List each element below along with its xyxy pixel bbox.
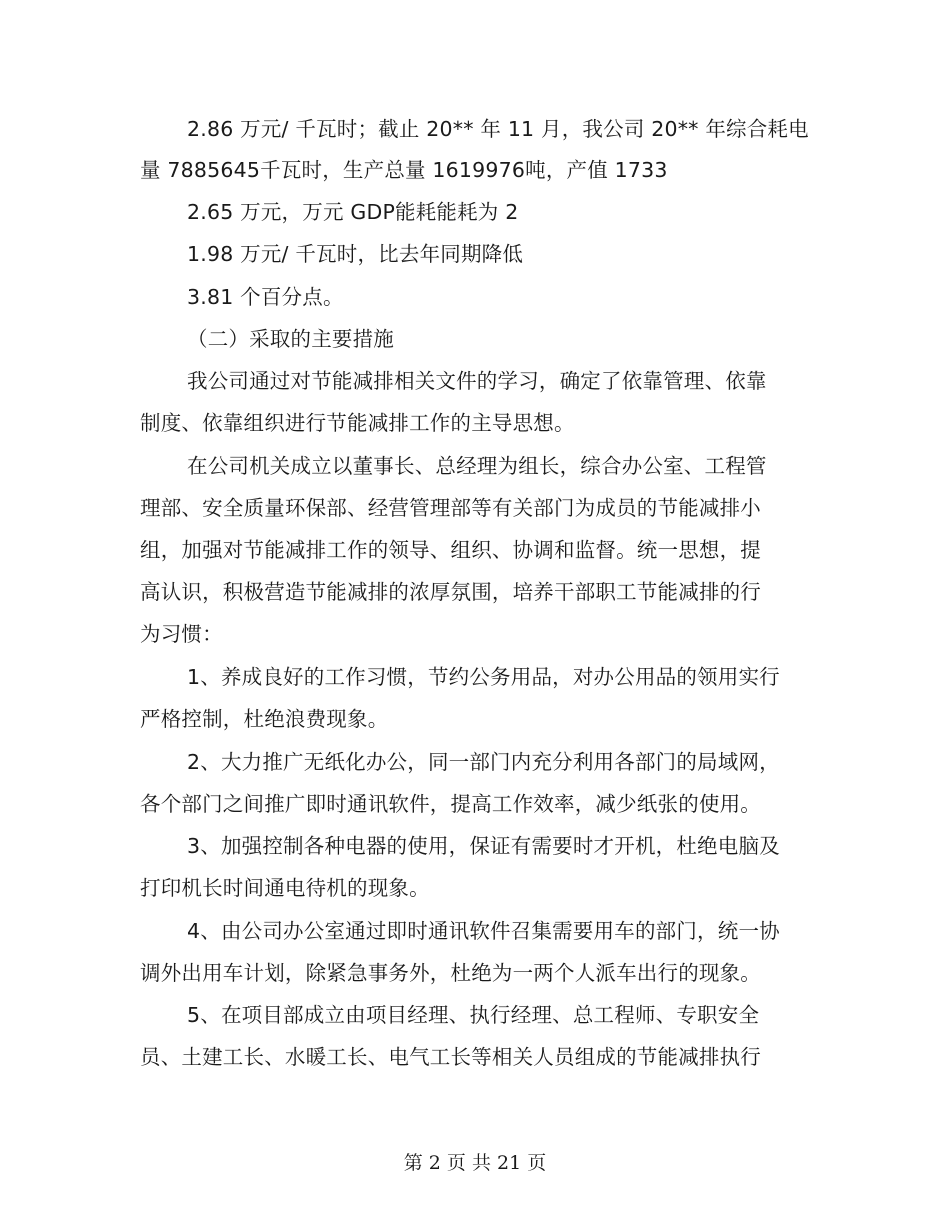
- text-line: 高认识，积极营造节能减排的浓厚氛围，培养干部职工节能减排的行: [140, 580, 761, 604]
- text-line: 1.98 万元/ 千瓦时，比去年同期降低: [187, 242, 524, 266]
- list-item-1-line: 1、养成良好的工作习惯，节约公务用品，对办公用品的领用实行: [187, 665, 780, 689]
- text-line: 为习惯：: [140, 622, 223, 646]
- text-line: 量 7885645千瓦时，生产总量 1619976吨，产值 1733: [140, 158, 668, 182]
- list-item-4-line: 4、由公司办公室通过即时通讯软件召集需要用车的部门，统一协: [187, 919, 780, 943]
- text-line: 各个部门之间推广即时通讯软件，提高工作效率，减少纸张的使用。: [140, 792, 761, 816]
- text-line: 在公司机关成立以董事长、总经理为组长，综合办公室、工程管: [187, 454, 767, 478]
- section-heading: （二）采取的主要措施: [187, 327, 394, 351]
- list-item-3-line: 3、加强控制各种电器的使用，保证有需要时才开机，杜绝电脑及: [187, 834, 780, 858]
- text-line: 理部、安全质量环保部、经营管理部等有关部门为成员的节能减排小: [140, 496, 761, 520]
- text-line: 打印机长时间通电待机的现象。: [140, 876, 430, 900]
- text-line: 2.86 万元/ 千瓦时；截止 20** 年 11 月，我公司 20** 年综合耗电: [187, 117, 809, 141]
- page-number-footer: 第 2 页 共 21 页: [403, 1152, 547, 1174]
- text-line: 严格控制，杜绝浪费现象。: [140, 707, 389, 731]
- text-line: 2.65 万元，万元 GDP能耗能耗为 2: [187, 200, 519, 224]
- text-line: 制度、依靠组织进行节能减排工作的主导思想。: [140, 411, 575, 435]
- list-item-2-line: 2、大力推广无纸化办公，同一部门内充分利用各部门的局域网，: [187, 750, 780, 774]
- list-item-5-line: 5、在项目部成立由项目经理、执行经理、总工程师、专职安全: [187, 1003, 760, 1027]
- text-line: 员、土建工长、水暖工长、电气工长等相关人员组成的节能减排执行: [140, 1045, 761, 1069]
- text-line: 3.81 个百分点。: [187, 285, 344, 309]
- text-line: 调外出用车计划，除紧急事务外，杜绝为一两个人派车出行的现象。: [140, 961, 761, 985]
- text-line: 组，加强对节能减排工作的领导、组织、协调和监督。统一思想，提: [140, 538, 761, 562]
- text-line: 我公司通过对节能减排相关文件的学习，确定了依靠管理、依靠: [187, 369, 767, 393]
